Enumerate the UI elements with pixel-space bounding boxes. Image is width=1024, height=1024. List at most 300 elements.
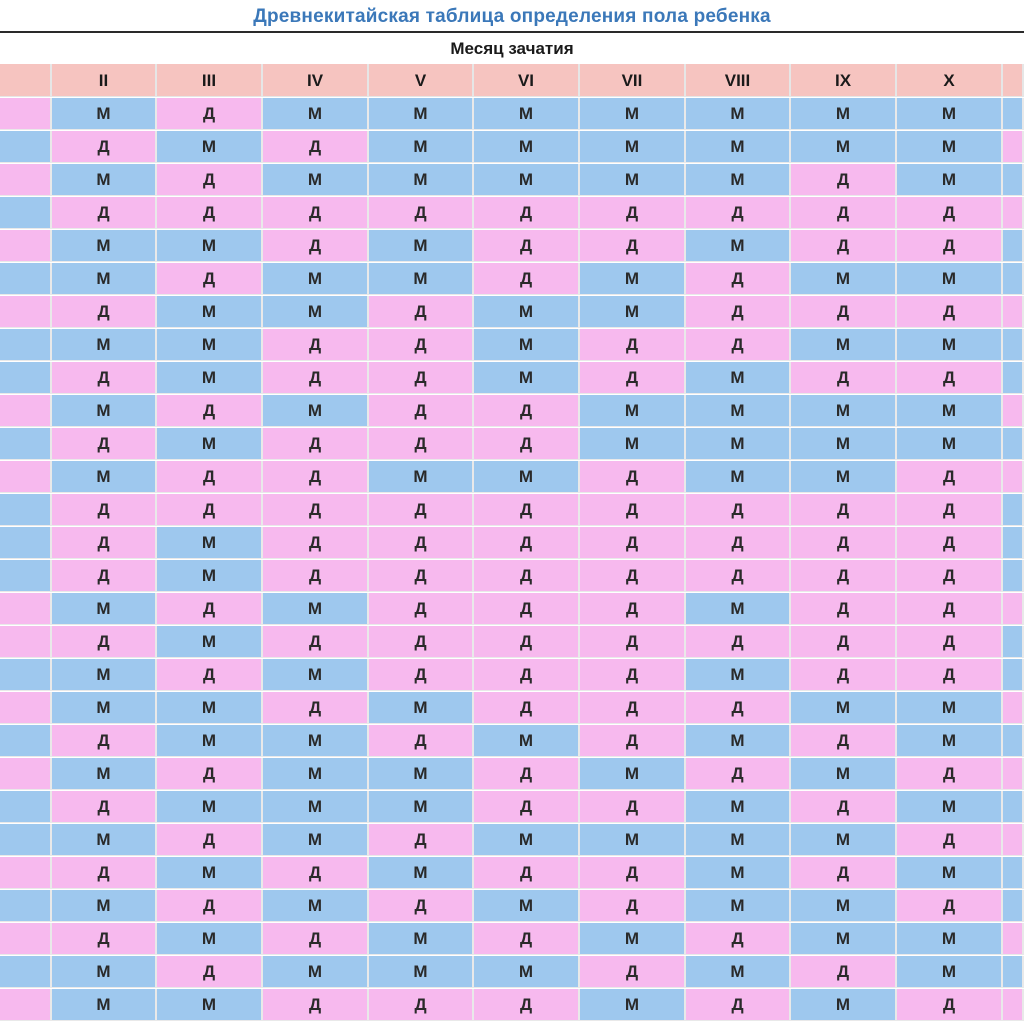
table-cell: М xyxy=(791,131,897,163)
month-header-cell xyxy=(1003,64,1024,97)
table-cell: Д xyxy=(897,362,1003,394)
table-cell: М xyxy=(52,692,157,724)
table-cell: Д xyxy=(474,626,580,658)
table-cell: Д xyxy=(686,758,791,790)
table-cell xyxy=(1003,593,1024,625)
table-cell xyxy=(0,527,52,559)
table-cell: М xyxy=(157,791,263,823)
table-cell: М xyxy=(263,758,369,790)
table-cell: Д xyxy=(686,494,791,526)
table-cell: Д xyxy=(791,593,897,625)
table-cell: М xyxy=(686,593,791,625)
table-cell xyxy=(1003,560,1024,592)
table-cell: Д xyxy=(686,263,791,295)
table-cell xyxy=(1003,758,1024,790)
table-cell: М xyxy=(580,98,686,130)
table-cell: М xyxy=(897,164,1003,196)
table-cell xyxy=(1003,461,1024,493)
table-cell xyxy=(0,362,52,394)
table-cell: Д xyxy=(157,956,263,988)
table-cell: Д xyxy=(897,626,1003,658)
table-cell: Д xyxy=(157,593,263,625)
table-cell: Д xyxy=(369,725,474,757)
table-cell: М xyxy=(897,956,1003,988)
table-cell xyxy=(0,857,52,889)
table-cell: Д xyxy=(369,560,474,592)
month-header-cell: VIII xyxy=(686,64,791,97)
table-cell: М xyxy=(263,890,369,922)
table-cell: Д xyxy=(474,263,580,295)
month-caption: Месяц зачатия xyxy=(450,39,574,58)
table-cell: М xyxy=(791,395,897,427)
table-cell: М xyxy=(791,98,897,130)
table-cell: М xyxy=(52,395,157,427)
table-cell: Д xyxy=(686,329,791,361)
table-cell: М xyxy=(369,923,474,955)
table-cell: М xyxy=(474,296,580,328)
table-cell: Д xyxy=(52,197,157,229)
table-cell: М xyxy=(157,527,263,559)
table-cell: М xyxy=(52,98,157,130)
table-cell: Д xyxy=(791,494,897,526)
table-row xyxy=(0,329,1024,362)
table-cell: Д xyxy=(580,791,686,823)
table-row xyxy=(0,494,1024,527)
table-cell: Д xyxy=(157,659,263,691)
table-row xyxy=(0,461,1024,494)
table-cell: М xyxy=(263,164,369,196)
month-header-row xyxy=(0,64,1024,98)
table-cell xyxy=(0,659,52,691)
table-cell: Д xyxy=(791,626,897,658)
table-cell: М xyxy=(52,329,157,361)
table-cell: М xyxy=(580,131,686,163)
table-cell: Д xyxy=(157,824,263,856)
table-cell xyxy=(1003,263,1024,295)
table-cell: М xyxy=(369,164,474,196)
table-cell: М xyxy=(686,824,791,856)
table-cell: М xyxy=(791,692,897,724)
table-cell: Д xyxy=(157,890,263,922)
table-cell: Д xyxy=(474,197,580,229)
table-cell: Д xyxy=(897,527,1003,559)
table-cell: М xyxy=(52,164,157,196)
table-row xyxy=(0,362,1024,395)
table-cell: М xyxy=(897,98,1003,130)
table-row xyxy=(0,824,1024,857)
table-cell: Д xyxy=(52,560,157,592)
table-cell: М xyxy=(791,329,897,361)
table-cell xyxy=(0,725,52,757)
table-cell: Д xyxy=(263,197,369,229)
table-cell xyxy=(0,98,52,130)
table-cell xyxy=(0,824,52,856)
table-cell: М xyxy=(580,758,686,790)
table-row xyxy=(0,560,1024,593)
table-cell: Д xyxy=(897,989,1003,1021)
table-cell xyxy=(0,329,52,361)
table-cell: Д xyxy=(52,131,157,163)
table-cell: М xyxy=(369,857,474,889)
table-cell xyxy=(1003,824,1024,856)
table-cell: Д xyxy=(52,494,157,526)
table-cell: Д xyxy=(686,692,791,724)
table-row xyxy=(0,923,1024,956)
table-cell: Д xyxy=(580,527,686,559)
table-row xyxy=(0,527,1024,560)
table-cell: Д xyxy=(263,857,369,889)
table-cell: Д xyxy=(897,560,1003,592)
table-cell: М xyxy=(52,263,157,295)
month-header-cell: X xyxy=(897,64,1003,97)
table-row xyxy=(0,692,1024,725)
table-cell: Д xyxy=(52,296,157,328)
table-cell: М xyxy=(791,263,897,295)
table-cell xyxy=(1003,164,1024,196)
table-cell: М xyxy=(580,164,686,196)
table-cell: М xyxy=(369,98,474,130)
table-cell: М xyxy=(791,461,897,493)
table-cell: М xyxy=(52,956,157,988)
table-cell: М xyxy=(369,230,474,262)
table-cell: Д xyxy=(369,362,474,394)
table-cell: М xyxy=(897,428,1003,460)
table-cell xyxy=(1003,626,1024,658)
table-cell: М xyxy=(686,659,791,691)
table-cell: М xyxy=(686,395,791,427)
table-cell: Д xyxy=(263,989,369,1021)
table-cell: Д xyxy=(263,428,369,460)
table-cell: Д xyxy=(263,131,369,163)
table-cell: Д xyxy=(580,956,686,988)
table-cell: Д xyxy=(263,494,369,526)
table-cell: Д xyxy=(791,725,897,757)
table-cell: М xyxy=(580,395,686,427)
table-cell xyxy=(0,923,52,955)
table-cell: Д xyxy=(580,362,686,394)
table-cell: Д xyxy=(157,758,263,790)
table-cell xyxy=(0,197,52,229)
table-cell: М xyxy=(897,131,1003,163)
table-cell: Д xyxy=(369,527,474,559)
table-row xyxy=(0,593,1024,626)
table-cell: Д xyxy=(474,692,580,724)
table-cell: М xyxy=(263,659,369,691)
table-cell: М xyxy=(686,230,791,262)
table-cell: М xyxy=(157,329,263,361)
table-cell: М xyxy=(686,164,791,196)
table-cell: М xyxy=(580,989,686,1021)
table-cell: Д xyxy=(580,857,686,889)
table-cell: Д xyxy=(791,197,897,229)
table-cell: М xyxy=(474,725,580,757)
table-cell: М xyxy=(263,956,369,988)
table-cell: Д xyxy=(52,791,157,823)
table-cell: Д xyxy=(369,659,474,691)
table-cell xyxy=(0,164,52,196)
table-cell: Д xyxy=(263,626,369,658)
table-cell xyxy=(0,461,52,493)
table-cell xyxy=(1003,329,1024,361)
table-cell: Д xyxy=(791,230,897,262)
table-cell: М xyxy=(157,230,263,262)
table-cell xyxy=(0,989,52,1021)
table-cell: М xyxy=(897,791,1003,823)
table-cell xyxy=(0,263,52,295)
table-cell xyxy=(1003,230,1024,262)
table-row xyxy=(0,626,1024,659)
table-cell: Д xyxy=(686,560,791,592)
table-row xyxy=(0,857,1024,890)
table-cell: Д xyxy=(369,395,474,427)
table-cell: М xyxy=(369,692,474,724)
table-cell xyxy=(1003,989,1024,1021)
table-cell xyxy=(0,956,52,988)
table-cell: М xyxy=(897,263,1003,295)
table-cell: Д xyxy=(369,197,474,229)
table-row xyxy=(0,131,1024,164)
table-cell: М xyxy=(369,758,474,790)
month-header-cell xyxy=(0,64,52,97)
table-row xyxy=(0,956,1024,989)
table-cell: М xyxy=(157,362,263,394)
table-cell: М xyxy=(686,131,791,163)
table-cell: М xyxy=(791,824,897,856)
table-cell: М xyxy=(157,131,263,163)
table-cell: Д xyxy=(474,428,580,460)
table-cell: Д xyxy=(897,296,1003,328)
table-cell: М xyxy=(686,890,791,922)
table-cell: Д xyxy=(52,626,157,658)
table-cell: М xyxy=(686,857,791,889)
table-cell: Д xyxy=(263,527,369,559)
month-header-cell: IX xyxy=(791,64,897,97)
table-row xyxy=(0,791,1024,824)
table-cell xyxy=(1003,131,1024,163)
table-cell: Д xyxy=(580,560,686,592)
table-cell: М xyxy=(897,395,1003,427)
table-cell: М xyxy=(686,461,791,493)
table-cell: Д xyxy=(369,428,474,460)
table-cell: Д xyxy=(580,329,686,361)
table-cell: Д xyxy=(369,626,474,658)
month-header-cell: IV xyxy=(263,64,369,97)
table-cell: М xyxy=(52,461,157,493)
table-cell: Д xyxy=(263,461,369,493)
table-cell xyxy=(1003,527,1024,559)
month-header-cell: V xyxy=(369,64,474,97)
table-cell: Д xyxy=(897,593,1003,625)
table-cell: Д xyxy=(157,494,263,526)
table-cell: М xyxy=(263,791,369,823)
table-cell xyxy=(1003,791,1024,823)
table-cell xyxy=(1003,659,1024,691)
table-cell: М xyxy=(369,956,474,988)
table-cell: М xyxy=(580,263,686,295)
table-cell: Д xyxy=(369,494,474,526)
table-cell: Д xyxy=(686,923,791,955)
table-cell: М xyxy=(157,626,263,658)
table-cell: М xyxy=(263,296,369,328)
table-cell: М xyxy=(474,164,580,196)
table-cell: М xyxy=(897,923,1003,955)
table-row xyxy=(0,428,1024,461)
table-row xyxy=(0,725,1024,758)
table-cell: Д xyxy=(580,890,686,922)
table-cell: Д xyxy=(791,362,897,394)
table-cell: М xyxy=(686,791,791,823)
table-cell: Д xyxy=(52,923,157,955)
table-cell: Д xyxy=(263,329,369,361)
table-cell: Д xyxy=(686,989,791,1021)
table-cell: М xyxy=(157,692,263,724)
table-cell: Д xyxy=(263,362,369,394)
table-cell: Д xyxy=(52,428,157,460)
month-header-cell: VII xyxy=(580,64,686,97)
table-cell xyxy=(0,791,52,823)
table-cell: М xyxy=(897,329,1003,361)
table-cell: Д xyxy=(580,230,686,262)
table-cell: М xyxy=(263,824,369,856)
table-cell: Д xyxy=(791,857,897,889)
table-cell: Д xyxy=(263,230,369,262)
table-cell: Д xyxy=(897,890,1003,922)
table-row xyxy=(0,197,1024,230)
table-cell: М xyxy=(474,98,580,130)
table-cell: М xyxy=(580,428,686,460)
table-cell xyxy=(1003,890,1024,922)
table-cell: Д xyxy=(369,989,474,1021)
table-cell: М xyxy=(157,428,263,460)
table-cell: М xyxy=(474,956,580,988)
table-cell: Д xyxy=(791,164,897,196)
table-cell: Д xyxy=(157,461,263,493)
table-cell xyxy=(1003,362,1024,394)
table-cell: Д xyxy=(474,395,580,427)
table-cell: Д xyxy=(157,164,263,196)
table-cell: Д xyxy=(686,197,791,229)
table-cell: М xyxy=(52,758,157,790)
table-cell: Д xyxy=(474,758,580,790)
table-cell: М xyxy=(369,263,474,295)
table-cell: Д xyxy=(791,956,897,988)
table-cell xyxy=(1003,956,1024,988)
table-cell: М xyxy=(474,890,580,922)
table-cell: М xyxy=(263,395,369,427)
table-cell: Д xyxy=(263,560,369,592)
table-cell xyxy=(1003,857,1024,889)
table-cell xyxy=(0,560,52,592)
table-cell: Д xyxy=(474,791,580,823)
table-cell: Д xyxy=(52,857,157,889)
table-cell xyxy=(1003,428,1024,460)
table-cell xyxy=(0,428,52,460)
table-cell: М xyxy=(686,362,791,394)
table-cell: Д xyxy=(686,626,791,658)
table-row xyxy=(0,98,1024,131)
table-cell: Д xyxy=(474,230,580,262)
table-cell: Д xyxy=(897,824,1003,856)
table-cell: Д xyxy=(791,296,897,328)
table-cell: М xyxy=(791,989,897,1021)
table-cell: Д xyxy=(369,329,474,361)
table-cell: М xyxy=(157,857,263,889)
table-cell: Д xyxy=(580,692,686,724)
table-cell: Д xyxy=(897,659,1003,691)
table-cell: М xyxy=(263,98,369,130)
table-cell: М xyxy=(580,923,686,955)
table-row xyxy=(0,395,1024,428)
table-cell: М xyxy=(52,890,157,922)
table-cell: М xyxy=(686,956,791,988)
table-cell: Д xyxy=(474,857,580,889)
table-cell: М xyxy=(474,362,580,394)
table-cell: М xyxy=(897,857,1003,889)
table-cell: М xyxy=(791,890,897,922)
table-cell: М xyxy=(263,593,369,625)
table-cell: Д xyxy=(52,527,157,559)
table-cell: М xyxy=(157,989,263,1021)
table-cell xyxy=(1003,395,1024,427)
table-cell xyxy=(1003,494,1024,526)
table-row xyxy=(0,659,1024,692)
month-header-cell: III xyxy=(157,64,263,97)
table-cell: Д xyxy=(157,98,263,130)
table-cell xyxy=(1003,725,1024,757)
table-cell xyxy=(0,593,52,625)
table-cell: Д xyxy=(369,593,474,625)
table-cell: М xyxy=(369,131,474,163)
table-cell: Д xyxy=(897,230,1003,262)
table-cell: М xyxy=(263,263,369,295)
table-cell: Д xyxy=(686,296,791,328)
table-cell: Д xyxy=(369,890,474,922)
table-cell: Д xyxy=(157,395,263,427)
table-cell xyxy=(0,890,52,922)
table-cell xyxy=(0,758,52,790)
table-cell xyxy=(1003,692,1024,724)
table-cell: Д xyxy=(897,461,1003,493)
table-cell: М xyxy=(897,725,1003,757)
table-cell: Д xyxy=(580,659,686,691)
table-cell: Д xyxy=(897,494,1003,526)
table-cell: Д xyxy=(263,692,369,724)
table-cell: Д xyxy=(474,659,580,691)
table-cell xyxy=(0,131,52,163)
table-cell xyxy=(0,230,52,262)
table-cell: Д xyxy=(474,923,580,955)
table-cell: Д xyxy=(580,494,686,526)
table-cell: М xyxy=(157,560,263,592)
table-cell: М xyxy=(474,461,580,493)
table-row xyxy=(0,989,1024,1022)
table-cell: Д xyxy=(580,197,686,229)
table-row xyxy=(0,164,1024,197)
table-cell: М xyxy=(791,923,897,955)
table-cell: Д xyxy=(52,362,157,394)
table-cell: М xyxy=(897,692,1003,724)
table-cell: М xyxy=(52,659,157,691)
table-cell: Д xyxy=(791,527,897,559)
table-row xyxy=(0,758,1024,791)
table-cell: Д xyxy=(263,923,369,955)
table-cell: М xyxy=(52,230,157,262)
table-cell: Д xyxy=(580,626,686,658)
month-header-cell: VI xyxy=(474,64,580,97)
table-cell xyxy=(1003,923,1024,955)
table-cell: Д xyxy=(52,725,157,757)
table-cell: М xyxy=(369,791,474,823)
